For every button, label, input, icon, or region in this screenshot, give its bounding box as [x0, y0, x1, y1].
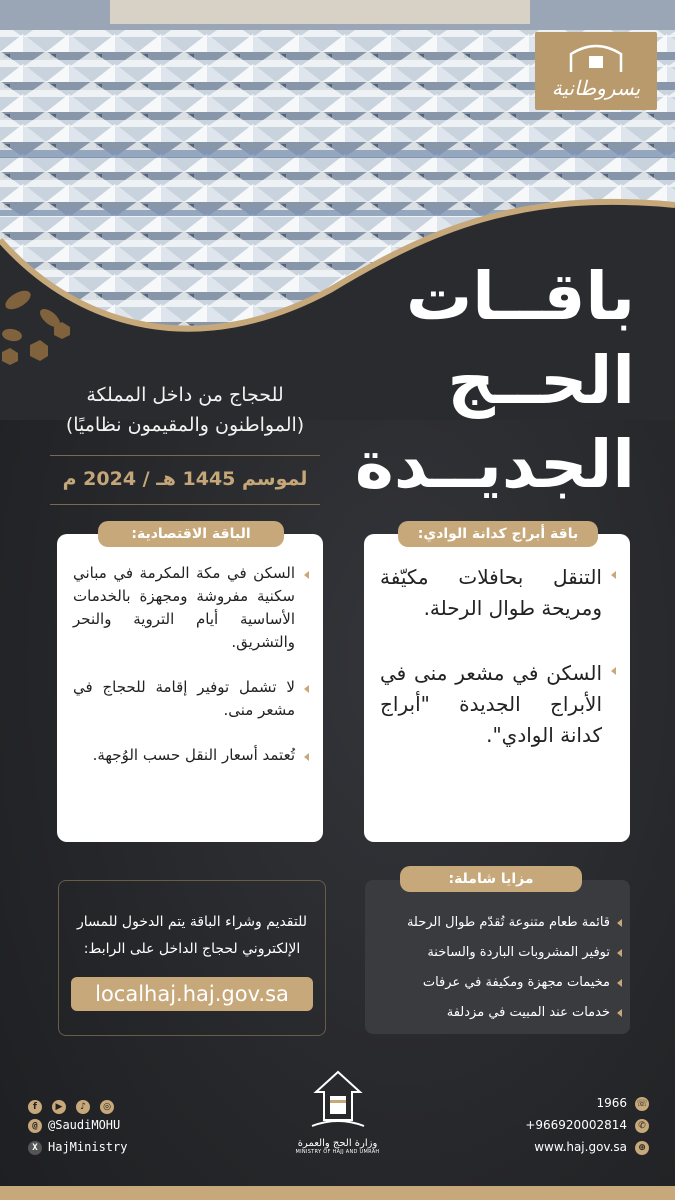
title-line-2: الحــج [447, 342, 635, 419]
ministry-logo [290, 1070, 385, 1155]
list-item: السكن في مكة المكرمة في مباني سكنية مفروشة ومجهزة بالخدمات الأساسية أيام التروية والنحر والتشريق. [73, 562, 309, 654]
website-text[interactable]: www.haj.gov.sa [534, 1140, 627, 1154]
list-item: قائمة طعام متنوعة تُقدّم طوال الرحلة [373, 908, 622, 938]
x-icon: X [28, 1141, 42, 1155]
divider-top [50, 455, 320, 456]
list-item: توفير المشروبات الباردة والساخنة [373, 938, 622, 968]
handle-text[interactable]: @SaudiMOHU [48, 1118, 121, 1132]
list-item: التنقل بحافلات مكيّفة ومريحة طوال الرحلة. [380, 562, 616, 624]
call-icon: ✆ [635, 1119, 649, 1133]
handle-x [28, 1140, 127, 1155]
features-box [365, 880, 630, 1034]
bottom-bar [0, 1186, 675, 1200]
apply-line-2: الإلكتروني لحجاج الداخل على الرابط: [83, 941, 301, 957]
handle-text[interactable]: HajMinistry [48, 1140, 128, 1154]
phone-icon: ☏ [636, 1098, 648, 1109]
apply-link[interactable]: localhaj.haj.gov.sa [71, 977, 313, 1011]
kidana-package-card [364, 534, 630, 842]
globe-icon: ⊕ [635, 1141, 649, 1155]
ministry-name-ar: وزارة الحج والعمرة [297, 1138, 378, 1149]
contact-website [534, 1140, 649, 1155]
instagram-icon[interactable]: ◎ [100, 1100, 114, 1114]
economy-package-card [57, 534, 323, 842]
subtitle-line-2: (المواطنون والمقيمون نظاميًا) [65, 414, 305, 436]
season-label: لموسم 1445 هـ / 2024 م [62, 468, 308, 490]
contact-phone [525, 1118, 649, 1133]
kidana-package-list [380, 562, 616, 785]
economy-package-list [73, 562, 309, 789]
youtube-icon[interactable]: ▶ [52, 1100, 66, 1114]
brand-logo [535, 32, 657, 110]
logo-text: يسروطانية [551, 76, 641, 100]
subtitle [40, 380, 330, 440]
list-item: مخيمات مجهزة ومكيفة في عرفات [373, 968, 622, 998]
divider-bottom [50, 504, 320, 505]
title-line-1: باقــات [405, 258, 635, 335]
phone-short-text[interactable]: 1966 [596, 1096, 627, 1110]
kaaba-arch-icon [535, 32, 657, 76]
social-icons [28, 1096, 124, 1115]
list-item: تُعتمد أسعار النقل حسب الوُجهة. [73, 744, 309, 767]
tiktok-icon[interactable]: ♪ [76, 1100, 90, 1114]
features-list [373, 908, 622, 1028]
ministry-name-en: MINISTRY OF HAJJ AND UMRAH [295, 1149, 380, 1155]
ministry-emblem-icon [308, 1070, 368, 1132]
apply-box [58, 880, 326, 1036]
handle-at [28, 1118, 120, 1133]
list-item: خدمات عند المبيت في مزدلفة [373, 998, 622, 1028]
kidana-package-label: باقة أبراج كدانة الوادي: [398, 521, 598, 547]
apply-text [67, 909, 317, 963]
subtitle-line-1: للحجاج من داخل المملكة [86, 384, 284, 406]
facebook-icon[interactable]: f [28, 1100, 42, 1114]
title-line-3: الجديــدة [354, 426, 635, 503]
features-label: مزايا شاملة: [400, 866, 582, 892]
apply-line-1: للتقديم وشراء الباقة يتم الدخول للمسار [76, 914, 308, 930]
contact-short [596, 1096, 649, 1111]
at-icon: @ [28, 1119, 42, 1133]
phone-text[interactable]: +966920002814 [525, 1118, 627, 1132]
list-item: السكن في مشعر منى في الأبراج الجديدة "أبراج كدانة الوادي". [380, 658, 616, 751]
economy-package-label: الباقة الاقتصادية: [98, 521, 284, 547]
list-item: لا تشمل توفير إقامة للحجاج في مشعر منى. [73, 676, 309, 722]
